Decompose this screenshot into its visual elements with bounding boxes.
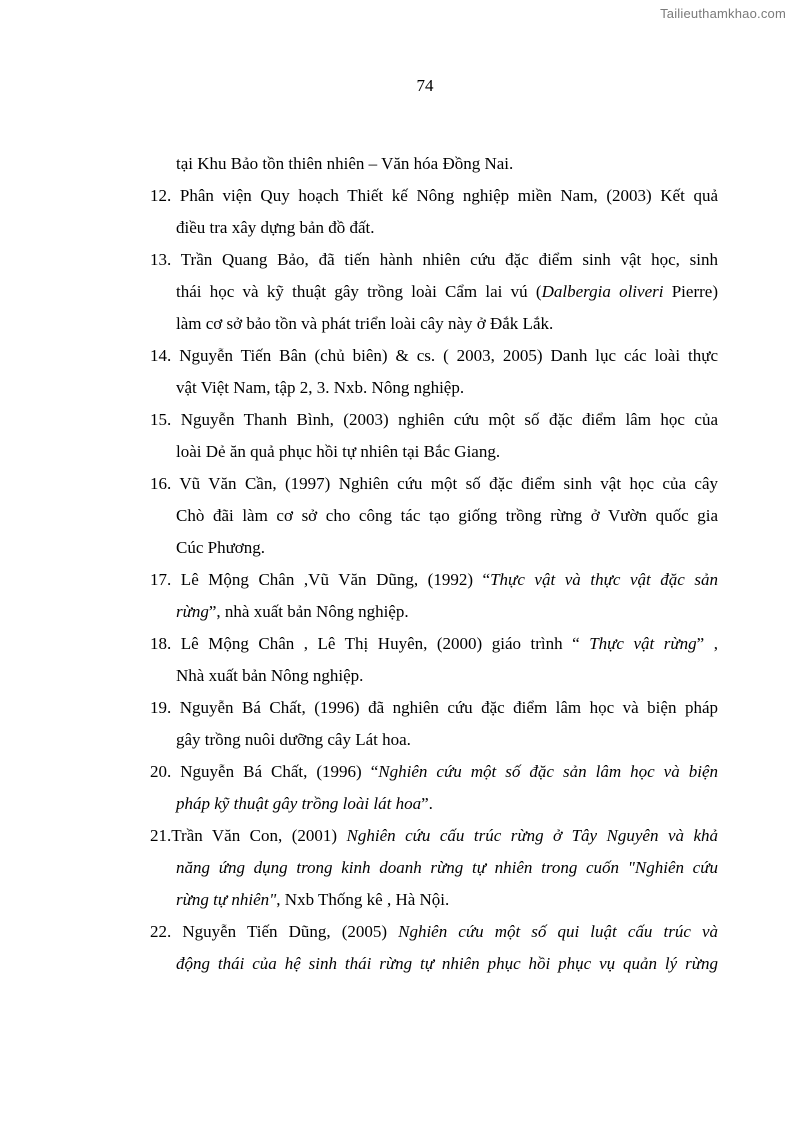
reference-item-22 xyxy=(150,916,718,980)
reference-item-21 xyxy=(150,820,718,916)
book-title: rừng xyxy=(176,602,209,621)
watermark: Tailieuthamkhao.com xyxy=(660,6,786,21)
reference-item-12 xyxy=(150,180,718,244)
reference-item-16 xyxy=(150,468,718,564)
reference-line: 21.Trần Văn Con, (2001) Nghiên cứu cấu trúc rừng ở Tây Nguyên và khả xyxy=(150,826,718,845)
book-title: Thực vật và thực vật đặc sản xyxy=(490,570,718,589)
reference-number: 21. xyxy=(150,826,172,845)
reference-number: 18. xyxy=(150,634,172,653)
book-title: Nghiên cứu một số qui luật cấu trúc và xyxy=(398,922,718,941)
book-title: Thực vật rừng xyxy=(589,634,697,653)
reference-number: 12. xyxy=(150,186,172,205)
reference-line xyxy=(150,948,718,980)
reference-item-17 xyxy=(150,564,718,628)
book-title: Nghiên cứu một số đặc sản lâm học và biện xyxy=(378,762,718,781)
book-title: rừng tự nhiên" xyxy=(176,890,277,909)
reference-number: 19. xyxy=(150,698,172,717)
reference-list xyxy=(150,148,718,980)
book-title: động thái của hệ sinh thái rừng tự nhiên phục hồi phục vụ quản lý rừng xyxy=(176,954,718,973)
reference-item-19 xyxy=(150,692,718,756)
reference-line: gây trồng nuôi dưỡng cây Lát hoa. xyxy=(176,730,411,749)
reference-line: pháp kỹ thuật gây trồng loài lát hoa”. xyxy=(176,794,433,813)
reference-line: rừng tự nhiên", Nxb Thống kê , Hà Nội. xyxy=(176,890,450,909)
reference-line: 12. Phân viện Quy hoạch Thiết kế Nông nghiệp miền Nam, (2003) Kết quả xyxy=(150,186,718,205)
reference-line: 20. Nguyễn Bá Chất, (1996) “Nghiên cứu một số đặc sản lâm học và biện xyxy=(150,762,718,781)
reference-item-13 xyxy=(150,244,718,340)
species-name: Dalbergia oliveri xyxy=(541,282,664,301)
reference-line: 13. Trần Quang Bảo, đã tiến hành nhiên cứu đặc điểm sinh vật học, sinh xyxy=(150,250,718,269)
reference-line: tại Khu Bảo tồn thiên nhiên – Văn hóa Đồng Nai. xyxy=(176,154,514,173)
reference-line: loài Dẻ ăn quả phục hồi tự nhiên tại Bắc Giang. xyxy=(176,442,501,461)
reference-line xyxy=(150,852,718,884)
page-number: 74 xyxy=(416,76,434,95)
reference-line: 22. Nguyễn Tiến Dũng, (2005) Nghiên cứu một số qui luật cấu trúc và xyxy=(150,922,718,941)
book-title: Nghiên cứu cấu trúc rừng ở Tây Nguyên và khả xyxy=(346,826,718,845)
reference-line: 17. Lê Mộng Chân ,Vũ Văn Dũng, (1992) “Thực vật và thực vật đặc sản xyxy=(150,570,718,589)
reference-line: 19. Nguyễn Bá Chất, (1996) đã nghiên cứu đặc điểm lâm học và biện pháp xyxy=(150,698,718,717)
reference-line: 14. Nguyễn Tiến Bân (chủ biên) & cs. ( 2003, 2005) Danh lục các loài thực xyxy=(150,346,718,365)
reference-line: 15. Nguyễn Thanh Bình, (2003) nghiên cứu một số đặc điểm lâm học của xyxy=(150,410,718,429)
reference-line: Chò đãi làm cơ sở cho công tác tạo giống trồng rừng ở Vườn quốc gia xyxy=(176,506,718,525)
reference-line: điều tra xây dựng bản đồ đất. xyxy=(176,218,375,237)
reference-item-20 xyxy=(150,756,718,820)
reference-number: 15. xyxy=(150,410,172,429)
reference-number: 20. xyxy=(150,762,172,781)
reference-line: thái học và kỹ thuật gây trồng loài Cẩm lai vú (Dalbergia oliveri Pierre) xyxy=(176,282,718,301)
reference-line: 18. Lê Mộng Chân , Lê Thị Huyên, (2000) giáo trình “ Thực vật rừng” , xyxy=(150,634,718,653)
reference-item-11-continuation xyxy=(150,148,718,180)
reference-number: 17. xyxy=(150,570,172,589)
reference-number: 16. xyxy=(150,474,172,493)
book-title: pháp kỹ thuật gây trồng loài lát hoa xyxy=(176,794,422,813)
book-title: năng ứng dụng trong kinh doanh rừng tự nhiên trong cuốn "Nghiên cứu xyxy=(176,858,718,877)
reference-line: 16. Vũ Văn Cần, (1997) Nghiên cứu một số đặc điểm sinh vật học của cây xyxy=(150,474,718,493)
reference-item-15 xyxy=(150,404,718,468)
reference-item-14 xyxy=(150,340,718,404)
reference-line: rừng”, nhà xuất bản Nông nghiệp. xyxy=(176,602,409,621)
reference-line: làm cơ sở bảo tồn và phát triển loài cây này ở Đắk Lắk. xyxy=(176,314,554,333)
reference-line: vật Việt Nam, tập 2, 3. Nxb. Nông nghiệp. xyxy=(176,378,465,397)
reference-item-18 xyxy=(150,628,718,692)
reference-number: 13. xyxy=(150,250,172,269)
reference-number: 22. xyxy=(150,922,172,941)
reference-number: 14. xyxy=(150,346,172,365)
reference-line: Cúc Phương. xyxy=(176,538,266,557)
reference-line: Nhà xuất bản Nông nghiệp. xyxy=(176,666,364,685)
